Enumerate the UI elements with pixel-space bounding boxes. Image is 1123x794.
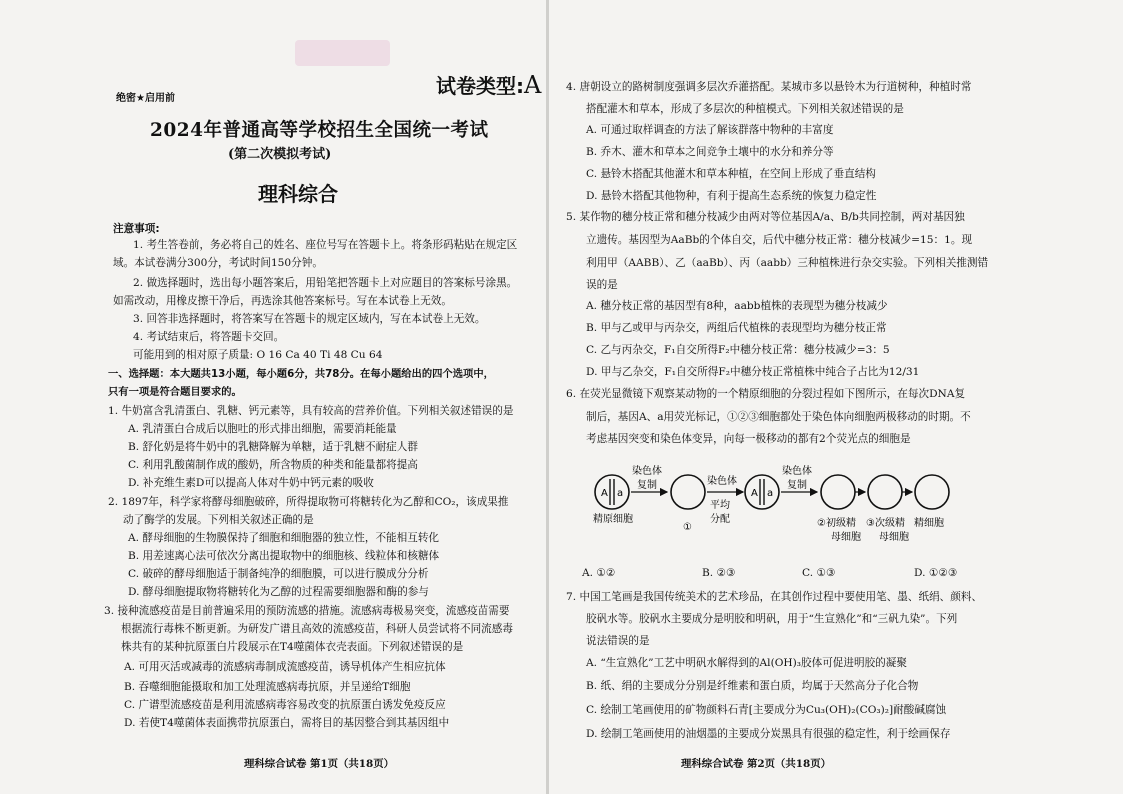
option: B. 舒化奶是将牛奶中的乳糖降解为单糖，适于乳糖不耐症人群 [128,441,418,453]
sperm-cell [915,475,949,509]
cell-1 [671,475,705,509]
option: A. 酵母细胞的生物膜保持了细胞和细胞器的独立性，不能相互转化 [128,532,440,544]
page-footer: 理科综合试卷 第2页（共18页） [681,758,831,770]
notice-line: 域。本试卷满分300分，考试时间150分钟。 [113,257,323,269]
notice-line: 1. 考生答卷前，务必将自己的姓名、座位号写在答题卡上。将条形码粘贴在规定区 [133,239,518,251]
replicated-cell [745,475,779,509]
question-2-cont: 动了酶学的发展。下列相关叙述正确的是 [123,514,314,526]
option: C. 破碎的酵母细胞适于制备纯净的细胞膜，可以进行膜成分分析 [128,568,429,580]
option: D. 补充维生素D可以提高人体对牛奶中钙元素的吸收 [128,477,374,489]
page-footer: 理科综合试卷 第1页（共18页） [244,758,394,770]
q6-option-c: C. ①③ [802,567,836,579]
section-heading: 一、选择题：本大题共13小题，每小题6分，共78分。在每小题给出的四个选项中， [108,368,494,380]
option: D. 悬铃木搭配其他物种，有利于提高生态系统的恢复力稳定性 [586,190,877,202]
allele-a-lower-2: a [767,488,774,499]
q6-option-d: D. ①②③ [914,567,958,579]
exam-subtitle: (第二次模拟考试) [228,147,332,162]
question-4: 4. 唐朝设立的路树制度强调多层次乔灌搭配。某城市多以悬铃木为行道树种，种植时常 [566,81,972,93]
arrow2-top: 染色体 [707,476,737,487]
q6-option-a: A. ①② [582,567,616,579]
arrow1-top: 染色体 [632,466,662,477]
question-3-cont: 根据流行毒株不断更新。为研发广谱且高效的流感疫苗，科研人员尝试将不同流感毒 [121,623,513,635]
option: A. 可用灭活或减毒的流感病毒制成流感疫苗，诱导机体产生相应抗体 [124,661,446,673]
notice-line: 如需改动，用橡皮擦干净后，再选涂其他答案标号。写在本试卷上无效。 [113,295,452,307]
option: A. 可通过取样调查的方法了解该群落中物种的丰富度 [586,124,834,136]
label-cell-1: ① [683,522,692,533]
label-spermatogonium: 精原细胞 [593,514,633,525]
cell-3 [868,475,902,509]
question-2: 2. 1897年，科学家将酵母细胞破碎，所得提取物可将糖转化为乙醇和CO₂，该成果推 [108,496,509,508]
notice-heading: 注意事项: [113,223,160,235]
option: C. 利用乳酸菌制作成的酸奶，所含物质的种类和能量都将提高 [128,459,418,471]
option: B. 乔木、灌木和草本之间竞争土壤中的水分和养分等 [586,146,834,158]
question-3-cont: 株共有的某种抗原蛋白片段展示在T4噬菌体衣壳表面。下列叙述错误的是 [121,641,464,653]
question-5-cont: 利用甲（AABB）、乙（aaBb）、丙（aabb）三种植株进行杂交实验。下列相关推测错 [586,257,989,269]
exam-type [436,70,541,99]
spermatogonium-cell [595,475,629,509]
label-sperm: 精细胞 [914,518,944,529]
secret-label: 绝密★启用前 [116,93,175,104]
option: A. “生宣熟化”工艺中明矾水解得到的Al(OH)₃胶体可促进明胶的凝聚 [586,657,907,669]
label-cell-2b: 母细胞 [831,532,861,543]
exam-type-letter: A [524,71,542,99]
cell-division-diagram [590,460,965,552]
question-1: 1. 牛奶富含乳清蛋白、乳糖、钙元素等，具有较高的营养价值。下列相关叙述错误的是 [108,405,514,417]
option: D. 酵母细胞提取物将糖转化为乙醇的过程需要细胞器和酶的参与 [128,586,429,598]
question-6: 6. 在荧光显微镜下观察某动物的一个精原细胞的分裂过程如下图所示，在每次DNA复 [566,388,966,400]
question-3: 3. 接种流感疫苗是目前普遍采用的预防流感的措施。流感病毒极易突变，流感疫苗需要 [104,605,510,617]
option: C. 绘制工笔画使用的矿物颜料石青[主要成分为Cu₃(OH)₂(CO₃)₂]耐酸碱腐蚀 [586,704,947,716]
question-7: 7. 中国工笔画是我国传统美术的艺术珍品，在其创作过程中要使用笔、墨、纸绢、颜料、 [566,591,983,603]
label-cell-3b: 母细胞 [879,532,909,543]
option: A. 乳清蛋白合成后以胞吐的形式排出细胞，需要消耗能量 [128,423,397,435]
option: A. 穗分枝正常的基因型有8种，aabb植株的表现型为穗分枝减少 [586,300,888,312]
option: B. 纸、绢的主要成分分别是纤维素和蛋白质，均属于天然高分子化合物 [586,680,919,692]
cell-2 [821,475,855,509]
exam-type-label: 试卷类型: [436,74,524,98]
option: B. 用差速离心法可依次分离出提取物中的细胞核、线粒体和核糖体 [128,550,440,562]
subject-title: 理科综合 [258,182,338,206]
allele-a-upper-2: A [751,488,758,499]
allele-a-upper: A [601,488,608,499]
option: B. 甲与乙或甲与丙杂交，两组后代植株的表现型均为穗分枝正常 [586,322,887,334]
question-4-cont: 搭配灌木和草本，形成了多层次的种植模式。下列相关叙述错误的是 [586,103,904,115]
question-5: 5. 某作物的穗分枝正常和穗分枝减少由两对等位基因A/a、B/b共同控制，两对基因独 [566,211,965,223]
notice-line: 2. 做选择题时，选出每小题答案后，用铅笔把答题卡上对应题目的答案标号涂黑。 [133,277,518,289]
left-page [0,0,548,794]
atomic-mass-line: 可能用到的相对原子质量: O 16 Ca 40 Ti 48 Cu 64 [133,349,383,361]
arrow1-bottom: 复制 [637,480,657,491]
label-cell-3: ③次级精 [866,518,905,529]
question-7-cont: 胶矾水等。胶矾水主要成分是明胶和明矾，用于“生宣熟化”和“三矾九染”。下列 [586,613,958,625]
q6-option-b: B. ②③ [702,567,736,579]
question-5-cont: 误的是 [586,279,618,291]
option: D. 若使T4噬菌体表面携带抗原蛋白，需将目的基因整合到其基因组中 [124,717,450,729]
right-page [549,0,1123,794]
exam-title: 2024年普通高等学校招生全国统一考试 [150,120,489,141]
option: C. 悬铃木搭配其他灌木和草本种植，在空间上形成了垂直结构 [586,168,876,180]
section-heading: 只有一项是符合题目要求的。 [108,386,242,398]
question-5-cont: 立遗传。基因型为AaBb的个体自交，后代中穗分枝正常：穗分枝减少=15：1。现 [586,234,973,246]
option: C. 广谱型流感疫苗是利用流感病毒容易改变的抗原蛋白诱发免疫反应 [124,699,446,711]
option: D. 绘制工笔画使用的油烟墨的主要成分炭黑具有很强的稳定性，利于绘画保存 [586,728,951,740]
arrow2-mid1: 平均 [710,500,730,511]
arrow2-mid2: 分配 [710,514,730,525]
allele-a-lower: a [617,488,624,499]
arrow3-top: 染色体 [782,466,812,477]
question-6-cont: 制后，基因A、a用荧光标记，①②③细胞都处于染色体向细胞两极移动的时期。不 [586,411,971,423]
arrow3-bottom: 复制 [787,480,807,491]
question-7-cont: 说法错误的是 [586,635,650,647]
label-cell-2: ②初级精 [817,518,856,529]
option: B. 吞噬细胞能摄取和加工处理流感病毒抗原，并呈递给T细胞 [124,681,411,693]
notice-line: 3. 回答非选择题时，将答案写在答题卡的规定区域内，写在本试卷上无效。 [133,313,486,325]
option: D. 甲与乙杂交，F₁自交所得F₂中穗分枝正常植株中纯合子占比为12/31 [586,366,920,378]
question-6-cont: 考虑基因突变和染色体变异，向每一极移动的都有2个荧光点的细胞是 [586,433,911,445]
option: C. 乙与丙杂交，F₁自交所得F₂中穗分枝正常：穗分枝减少=3：5 [586,344,890,356]
notice-line: 4. 考试结束后，将答题卡交回。 [133,331,285,343]
